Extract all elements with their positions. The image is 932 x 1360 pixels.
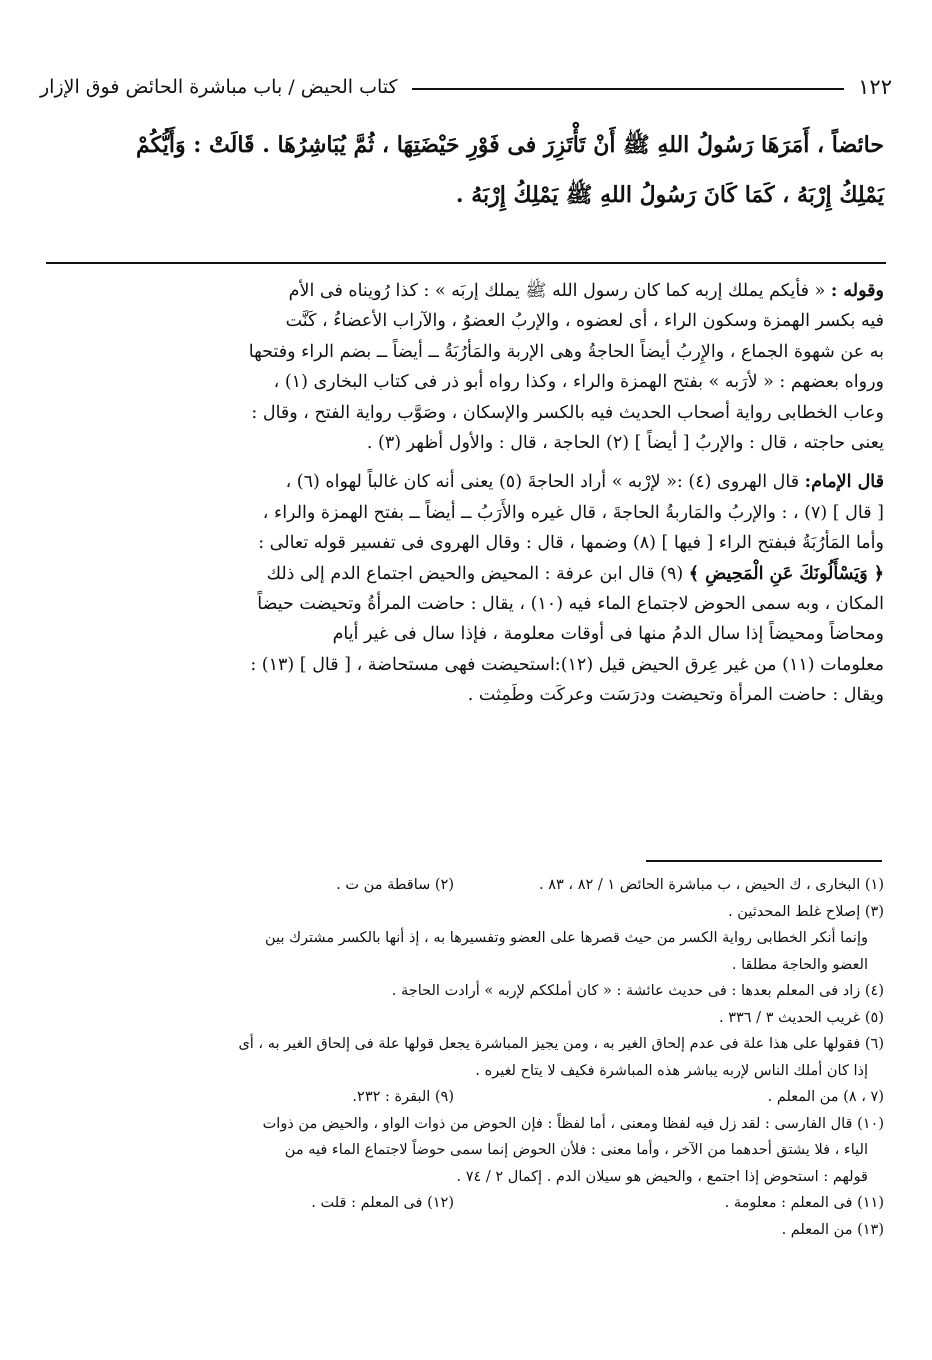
footnote-row xyxy=(44,1084,884,1111)
running-header xyxy=(40,70,892,104)
commentary-line: ومحاضاً ومحيضاً إذا سال الدمُ منها فى أوقات معلومة ، فإذا سال فى غير أيام xyxy=(332,624,884,645)
commentary-line: وأما المَأرُبَةُ فبفتح الراء [ فيها ] (٨) وضمها ، قال : وقال الهروى فى تفسير قوله تعالى : xyxy=(258,533,884,554)
footnote: (٧ ، ٨) من المعلم . xyxy=(767,1089,884,1105)
commentary-line: به عن شهوة الجماع ، والإِربُ أيضاً الحاجةُ وهى الإربة والمَأرُبَةُ ــ أيضاً ــ بضم الراء وفتحها xyxy=(248,341,884,362)
commentary-line: ويقال : حاضت المرأة وتحيضت ودرَسَت وعركَت وطَمِثت . xyxy=(467,685,884,706)
footnote: (٢) ساقطة من ت . xyxy=(336,877,454,893)
footnotes xyxy=(44,872,884,1243)
footnote-continuation: الياء ، فلا يشتق أحدهما من الآخر ، وأما معنى : فلأن الحوض إنما سمى حوضاً لاجتماع الماء فيه من xyxy=(284,1142,868,1158)
footnote: (١١) فى المعلم : معلومة . xyxy=(724,1195,884,1211)
section-divider xyxy=(46,262,886,264)
commentary-line: قال الإمام: قال الهروى (٤) :« لإرْبه » أراد الحاجةَ (٥) يعنى أنه كان غالباً لهواه (٦) ، xyxy=(285,472,884,493)
commentary xyxy=(42,276,884,711)
header-rule xyxy=(412,88,845,90)
footnote: (١) البخارى ، ك الحيض ، ب مباشرة الحائض ١ / ٨٢ ، ٨٣ . xyxy=(539,877,884,893)
footnote-row xyxy=(44,872,884,899)
footnote-row xyxy=(44,1190,884,1217)
footnote: (٦) فقولها على هذا علة فى عدم إلحاق الغير به ، ومن يجيز المباشرة يجعل قولها علة فى إلحاق الغير به ، أى xyxy=(238,1036,884,1052)
commentary-line: المكان ، وبه سمى الحوض لاجتماع الماء فيه (١٠) ، يقال : حاضت المرأةُ وتحيضت حيضاً xyxy=(257,594,884,615)
footnote-continuation: قولهم : استحوض إذا اجتمع ، والحيض هو سيلان الدم . إكمال ٢ / ٧٤ . xyxy=(456,1168,868,1185)
chapter-title: كتاب الحيض / باب مباشرة الحائض فوق الإزار xyxy=(40,76,398,98)
paragraph-lead: وقوله : xyxy=(830,281,884,301)
footnote: (١٢) فى المعلم : قلت . xyxy=(311,1195,454,1211)
commentary-line: [ قال ] (٧) ، : والإربُ والمَاربةُ الحاجةَ ، قال غيره والأَرَبُ ــ أيضاً ــ بفتح الهمزة والراء ، xyxy=(262,502,884,523)
footnote: (١٣) من المعلم . xyxy=(781,1221,884,1238)
quran-verse: ﴿ وَيَسْأَلُونَكَ عَنِ الْمَحِيضِ ﴾ xyxy=(688,563,884,584)
paragraph-lead: قال الإمام: xyxy=(804,472,884,493)
hadith-line: يَمْلِكُ إِرْبَهُ ، كَمَا كَانَ رَسُولُ اللهِ ﷺ يَمْلِكُ إِرْبَهُ . xyxy=(455,182,884,208)
footnote-continuation: وإنما أنكر الخطابى رواية الكسر من حيث قصرها على العضو وتفسيرها به ، إذ أنها بالكسر مشترك بين xyxy=(265,930,868,946)
page-number: ١٢٢ xyxy=(858,75,892,99)
commentary-line: فيه بكسر الهمزة وسكون الراء ، أى لعضوه ، والإربُ العضوُ ، والآراب الأعضاءُ ، كَنَّت xyxy=(285,311,884,332)
footnote: (١٠) قال الفارسى : لقد زل فيه لفظا ومعنى ، أما لفظاً : فإن الحوض من ذوات الواو ، والحيض من ذوات xyxy=(262,1115,884,1132)
footnote: (٥) غريب الحديث ٣ / ٣٣٦ . xyxy=(718,1009,884,1026)
commentary-line: ﴿ وَيَسْأَلُونَكَ عَنِ الْمَحِيضِ ﴾ (٩) قال ابن عرفة : المحيض والحيض اجتماع الدم إلى ذلك xyxy=(266,563,884,584)
hadith-line: حائضاً ، أَمَرَهَا رَسُولُ اللهِ ﷺ أَنْ تَأْتَزِرَ فى فَوْرِ حَيْضَتِهَا ، ثُمَّ يُبَاشِرُهَا . قَالَتْ : وَأَيُّكُمْ xyxy=(135,132,884,158)
commentary-line: ورواه بعضهم : « لأرَبه » بفتح الهمزة والراء ، وكذا رواه أبو ذر فى كتاب البخارى (١) ، xyxy=(273,372,884,393)
footnote: (٤) زاد فى المعلم بعدها : فى حديث عائشة : « كان أملككم لإربه » أرادت الحاجة . xyxy=(391,983,884,999)
footnote: (٣) إصلاح غلط المحدثين . xyxy=(728,903,884,920)
footnote-continuation: العضو والحاجة مطلقا . xyxy=(731,956,868,973)
hadith-text xyxy=(46,120,884,220)
commentary-line: معلومات (١١) من غير عِرق الحيض قيل (١٢):استحيضت فهى مستحاضة ، [ قال ] (١٣) : xyxy=(250,654,884,675)
commentary-line: وعاب الخطابى رواية أصحاب الحديث فيه بالكسر والإسكان ، وصَوَّب رواية الفتح ، وقال : xyxy=(251,402,884,423)
footnote: (٩) البقرة : ٢٣٢. xyxy=(352,1089,454,1105)
footnote-continuation: إذا كان أملك الناس لإربه يباشر هذه المباشرة فكيف لا يتاح لغيره . xyxy=(475,1062,868,1079)
commentary-line: وقوله : « فأيكم يملك إربه كما كان رسول الله ﷺ يملك إربَه » : كذا رُويناه فى الأم xyxy=(288,281,884,301)
footnote-divider xyxy=(646,860,882,862)
commentary-line: يعنى حاجته ، قال : والإربُ [ أيضاً ] (٢) الحاجة ، قال : والأول أظهر (٣) . xyxy=(366,433,884,454)
